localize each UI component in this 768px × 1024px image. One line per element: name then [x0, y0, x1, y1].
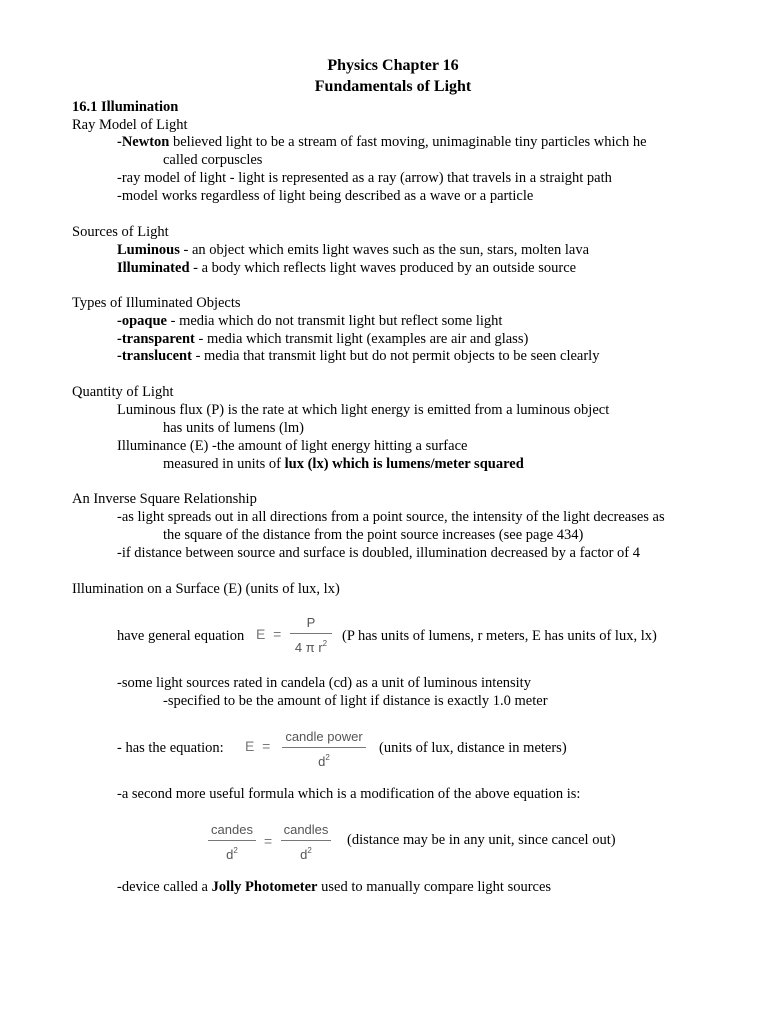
eq3-numerator-left: candes: [211, 822, 253, 837]
inverse-square-line-1-cont: the square of the distance from the point source increases (see page 434): [163, 527, 584, 543]
eq1-numerator: P: [306, 615, 316, 630]
eq1-label: have general equation: [117, 628, 245, 644]
opaque-line: [117, 312, 502, 330]
second-formula-line: -a second more useful formula which is a modification of the above equation is:: [117, 786, 581, 802]
subheading-types: Types of Illuminated Objects: [72, 295, 241, 311]
photometer-pre: -device called a: [117, 879, 212, 895]
eq3-note: (distance may be in any unit, since cancel out): [347, 832, 616, 848]
candela-line-cont: -specified to be the amount of light if distance is exactly 1.0 meter: [163, 693, 548, 709]
eq2-numerator: candle power: [285, 729, 363, 744]
translucent-term: translucent: [121, 348, 192, 364]
eq3-exponent-right: 2: [307, 846, 312, 855]
eq2-note: (units of lux, distance in meters): [379, 740, 567, 756]
eq1-den-text: 4 π r: [294, 640, 323, 655]
luminous-flux-units: has units of lumens (lm): [163, 420, 304, 436]
inverse-square-line-1: -as light spreads out in all directions from a point source, the intensity of the light decreases as: [117, 509, 665, 525]
eq1-exponent: 2: [322, 639, 328, 648]
eq3-denominator-right: [281, 843, 331, 863]
eq1-fraction-bar: [290, 633, 332, 634]
inverse-square-line-2: -if distance between source and surface is doubled, illumination decreased by a factor of 4: [117, 545, 641, 561]
illuminance-units: [163, 455, 524, 473]
lux-definition: lux (lx) which is lumens/meter squared: [284, 456, 524, 472]
eq3-fraction-right: [281, 822, 331, 863]
eq3-denominator-left: [208, 843, 256, 863]
illuminance-line: Illuminance (E) -the amount of light energy hitting a surface: [117, 438, 468, 454]
opaque-dash: -: [117, 313, 122, 329]
jolly-photometer-term: Jolly Photometer: [211, 879, 318, 895]
eq2-label: - has the equation:: [117, 740, 224, 756]
ray-model-line: -ray model of light - light is represented as a ray (arrow) that travels in a straight path: [117, 170, 612, 186]
eq2-fraction-bar: [282, 747, 366, 748]
eq2-denominator: [282, 750, 366, 770]
translucent-dash: -: [117, 348, 122, 364]
translucent-text: - media that transmit light but do not permit objects to be seen clearly: [191, 348, 600, 364]
newton-term: -Newton: [117, 134, 170, 150]
eq2-exponent: 2: [325, 753, 330, 762]
transparent-line: [117, 330, 528, 348]
illuminated-line: [117, 259, 576, 277]
newton-text: believed light to be a stream of fast moving, unimaginable tiny particles which he: [169, 134, 647, 150]
eq2-e-symbol: E: [245, 738, 255, 754]
illuminated-text: - a body which reflects light waves produced by an outside source: [189, 260, 577, 276]
section-heading-illumination: 16.1 Illumination: [72, 99, 179, 115]
newton-line: [117, 133, 647, 151]
transparent-text: - media which transmit light (examples are air and glass): [194, 331, 529, 347]
subheading-sources: Sources of Light: [72, 224, 169, 240]
eq1-lhs: [256, 626, 281, 642]
illuminated-term: Illuminated: [117, 260, 190, 276]
eq3-numerator-right: candles: [283, 822, 329, 837]
candela-line: -some light sources rated in candela (cd) as a unit of luminous intensity: [117, 675, 531, 691]
opaque-text: - media which do not transmit light but reflect some light: [166, 313, 503, 329]
eq1-fraction: [290, 615, 332, 656]
eq1-e-symbol: E: [256, 626, 266, 642]
subheading-quantity: Quantity of Light: [72, 384, 174, 400]
subheading-inverse-square: An Inverse Square Relationship: [72, 491, 257, 507]
eq2-equals: =: [262, 738, 271, 754]
eq2-fraction: [282, 729, 366, 770]
eq2-den-text: d: [318, 754, 326, 769]
photometer-line: [117, 878, 551, 896]
eq3-fraction-left: [208, 822, 256, 863]
luminous-text: - an object which emits light waves such as the sun, stars, molten lava: [179, 242, 590, 258]
eq1-denominator: [290, 636, 332, 656]
title-line-2: Fundamentals of Light: [314, 78, 472, 95]
transparent-dash: -: [117, 331, 122, 347]
eq1-note: (P has units of lumens, r meters, E has units of lux, lx): [342, 628, 657, 644]
illuminance-units-text: measured in units of: [163, 456, 285, 472]
luminous-flux-line: Luminous flux (P) is the rate at which light energy is emitted from a luminous object: [117, 402, 610, 418]
photometer-rest: used to manually compare light sources: [317, 879, 552, 895]
transparent-term: transparent: [121, 331, 195, 347]
model-works-line: -model works regardless of light being described as a wave or a particle: [117, 188, 534, 204]
luminous-line: [117, 241, 589, 259]
subheading-illumination-surface: Illumination on a Surface (E) (units of lux, lx): [72, 581, 340, 597]
eq3-den-right-text: d: [300, 847, 308, 862]
translucent-line: [117, 347, 599, 365]
eq3-equals: =: [264, 833, 273, 849]
eq3-bar-right: [281, 840, 331, 841]
eq3-den-left-text: d: [226, 847, 234, 862]
opaque-term: opaque: [121, 313, 167, 329]
eq3-bar-left: [208, 840, 256, 841]
eq3-exponent-left: 2: [233, 846, 238, 855]
eq2-lhs: [245, 738, 270, 754]
title-line-1: Physics Chapter 16: [327, 57, 459, 74]
eq1-equals: =: [273, 626, 282, 642]
luminous-term: Luminous: [117, 242, 180, 258]
subheading-ray-model: Ray Model of Light: [72, 117, 188, 133]
newton-line-cont: called corpuscles: [163, 152, 263, 168]
